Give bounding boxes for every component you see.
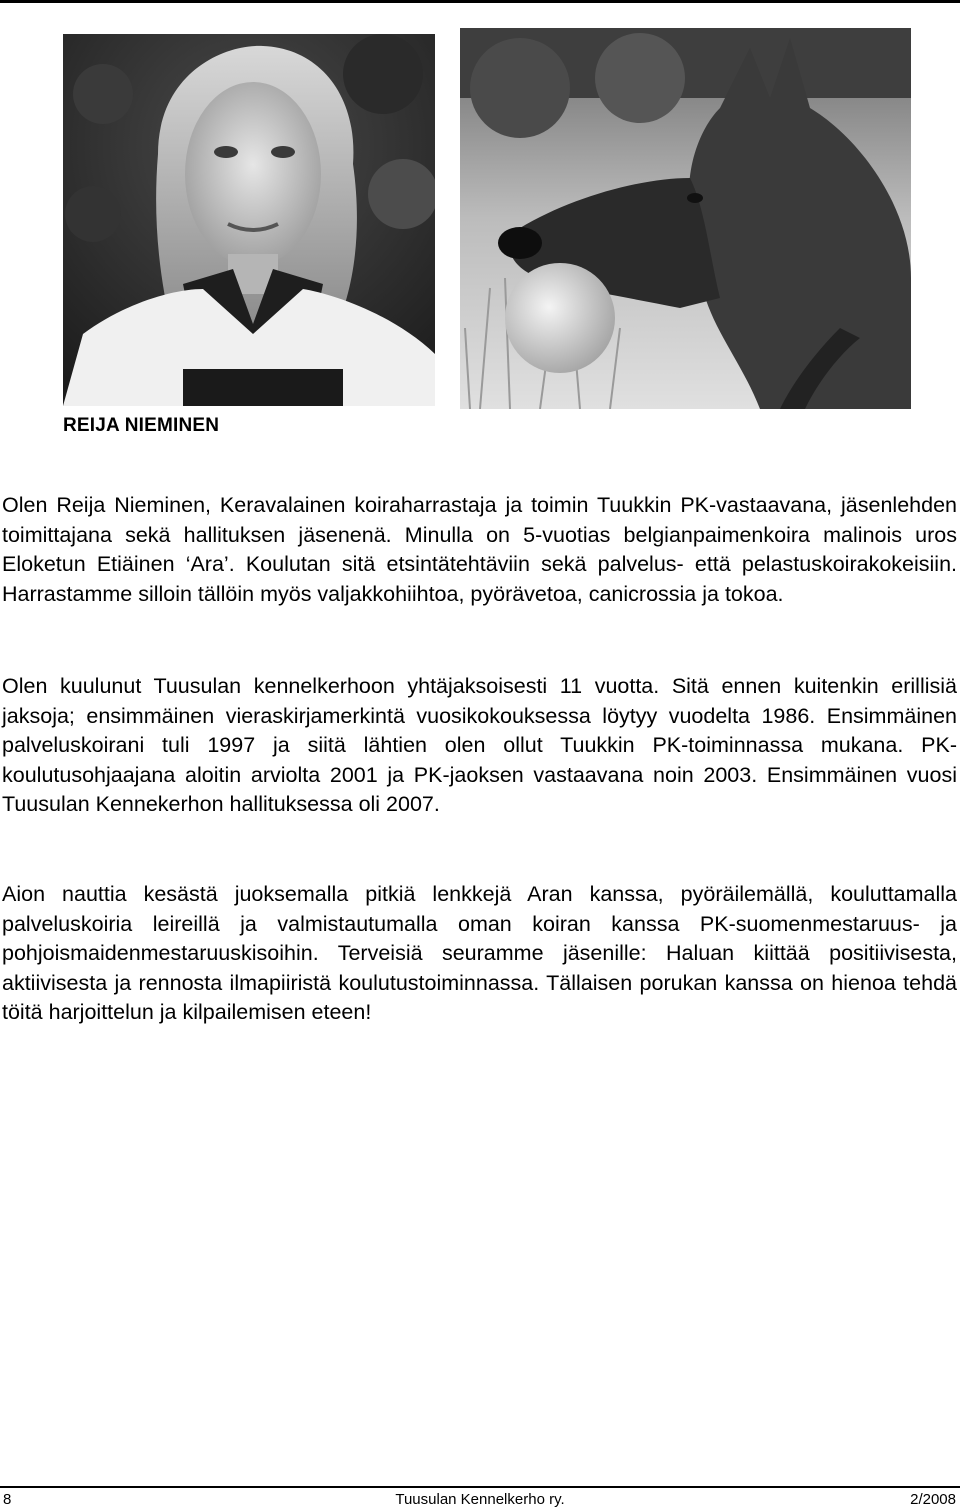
top-rule [0,0,960,3]
publisher-name: Tuusulan Kennelkerho ry. [395,1491,565,1508]
page-footer [0,1490,960,1509]
paragraph-membership-history: Olen kuulunut Tuusulan kennelkerhoon yhtäjaksoisesti 11 vuotta. Sitä ennen kuitenkin erillisiä jaksoja; ensimmäinen vieraskirjamerkintä vuosikokouksessa löytyy vuodelta 1986. Ensimmäinen palveluskoirani tuli 1997 ja siitä lähtien olen ollut Tuukkin PK-toiminnassa mukana. PK-koulutusohjaajana aloitin arviolta 2001 ja PK-jaoksen vastaavana noin 2003. Ensimmäinen vuosi Tuusulan Kennekerhon hallituksessa oli 2007. [2,674,957,817]
page-number: 8 [3,1491,12,1508]
paragraph-introduction: Olen Reija Nieminen, Keravalainen koiraharrastaja ja toimin Tuukkin PK-vastaavana, jäsenlehden toimittajana sekä hallituksen jäsenenä. Minulla on 5-vuotias belgianpaimenkoira malinois uros Eloketun Etiäinen ‘Ara’. Koulutan sitä etsintätehtäviin sekä palvelus- että pelastuskoirakokeisiin. Harrastamme silloin tällöin myös valjakkohiihtoa, pyörävetoa, canicrossia ja tokoa. [2,493,957,606]
portrait-photo [63,34,435,406]
footer-rule [0,1486,960,1488]
person-name-heading: REIJA NIEMINEN [63,415,220,436]
issue-number: 2/2008 [910,1491,956,1508]
paragraph-summer-plans: Aion nauttia kesästä juoksemalla pitkiä lenkkejä Aran kanssa, pyöräilemällä, kouluttamalla palveluskoiria leireillä ja valmistautumalla oman koiran kanssa PK-suomenmestaruus- ja pohjoismaidenmestaruuskisoihin. Terveisiä seuramme jäsenille: Haluan kiittää positiivisesta, aktiivisesta ja rennosta ilmapiiristä koulutustoiminnassa. Tällaisen porukan kanssa on hienoa tehdä töitä harjoittelun ja kilpailemisen eteen! [2,882,957,1025]
dog-photo [460,28,911,409]
